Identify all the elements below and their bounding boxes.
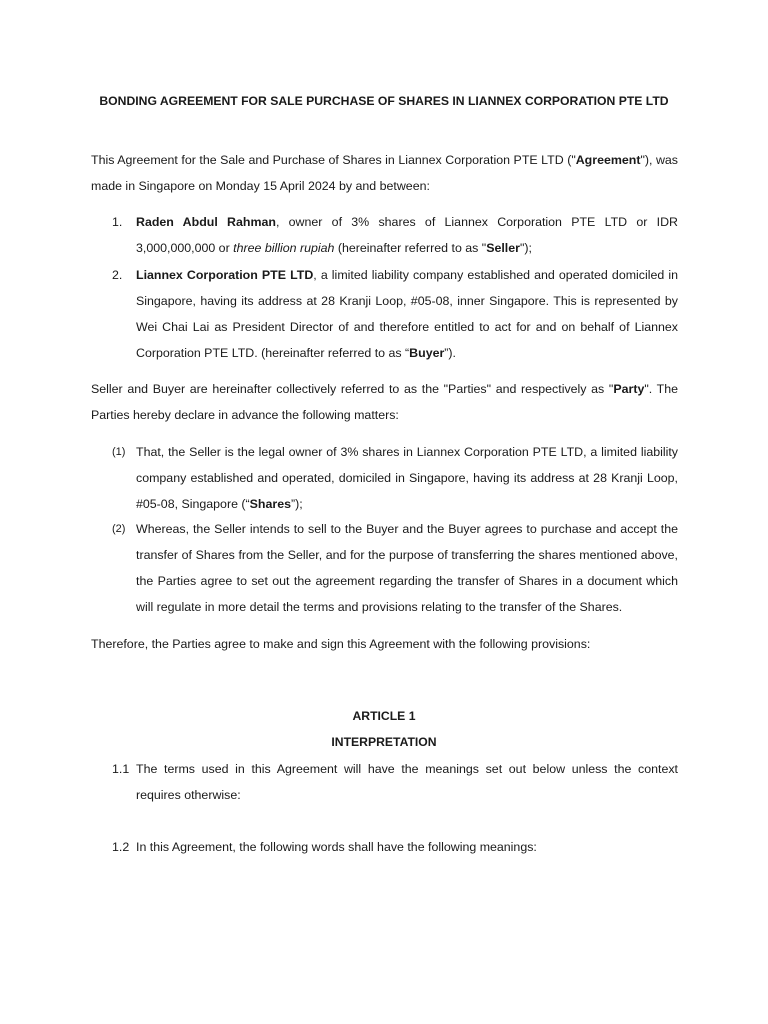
intro-text-1: This Agreement for the Sale and Purchase of Shares in Liannex Corporation PTE LTD ("	[91, 153, 576, 167]
party-role: Buyer	[409, 346, 445, 360]
clause-text: The terms used in this Agreement will have the meanings set out below unless the context requires otherwise:	[136, 762, 678, 802]
article-number: ARTICLE 1	[352, 709, 416, 723]
recital-text-2: ”);	[291, 497, 303, 511]
parties-paragraph	[91, 376, 678, 428]
party-number: 1.	[112, 215, 123, 229]
article-heading: INTERPRETATION	[331, 735, 437, 749]
recital-item-2	[91, 516, 678, 620]
recital-text	[136, 439, 678, 517]
recital-item-1	[91, 439, 678, 517]
clause-item-1-2	[91, 834, 678, 860]
clause-item-1-1	[91, 756, 678, 808]
party-description: , owner of 3% shares of Liannex Corporation PTE LTD or IDR 3,000,000,000 or	[136, 215, 678, 255]
clause-number: 1.2	[112, 840, 130, 854]
party-amount-words: three billion rupiah	[233, 241, 335, 255]
party-reference-end: ");	[519, 241, 532, 255]
parties-text-2: ". The Parties hereby declare in advance the following matters:	[91, 382, 678, 422]
recital-text-1: That, the Seller is the legal owner of 3% shares in Liannex Corporation PTE LTD, a limited liability company established and operated, domiciled in Singapore, having its address at 28 Kranji Loop, #05-08, Singapore (“	[136, 445, 678, 511]
intro-text-2: "), was made in Singapore on Monday 15 April 2024 by and between:	[91, 153, 678, 193]
party-name: Raden Abdul Rahman	[136, 215, 276, 229]
party-reference-end: ”).	[444, 346, 456, 360]
party-text	[136, 209, 678, 261]
recital-number: (1)	[112, 446, 126, 458]
party-item-seller	[91, 209, 678, 261]
party-term: Party	[613, 382, 645, 396]
party-number: 2.	[112, 268, 123, 282]
party-description: , a limited liability company established and operated domiciled in Singapore, having its address at 28 Kranji Loop, #05-08, inner Singapore. This is represented by Wei Chai Lai as President Director of and therefore entitled to act for and on behalf of Liannex Corporation PTE LTD. (hereinafter referred to as “	[136, 268, 679, 360]
party-role: Seller	[486, 241, 520, 255]
recital-number: (2)	[112, 523, 126, 535]
recital-text: Whereas, the Seller intends to sell to the Buyer and the Buyer agrees to purchase and accept the transfer of Shares from the Seller, and for the purpose of transferring the shares mentioned above, the Parties agree to set out the agreement regarding the transfer of Shares in a document which will regulate in more detail the terms and provisions relating to the transfer of the Shares.	[136, 522, 678, 614]
shares-term: Shares	[249, 497, 291, 511]
document-title: BONDING AGREEMENT FOR SALE PURCHASE OF SHARES IN LIANNEX CORPORATION PTE LTD	[99, 94, 669, 108]
party-name: Liannex Corporation PTE LTD	[136, 268, 314, 282]
party-item-buyer	[91, 262, 678, 366]
intro-paragraph	[91, 147, 678, 199]
intro-agreement-term: Agreement	[575, 153, 641, 167]
party-text	[136, 262, 678, 366]
party-reference: (hereinafter referred to as "	[334, 241, 487, 255]
therefore-paragraph: Therefore, the Parties agree to make and sign this Agreement with the following provisions:	[91, 637, 591, 651]
clause-text: In this Agreement, the following words shall have the following meanings:	[136, 840, 537, 854]
parties-text-1: Seller and Buyer are hereinafter collectively referred to as the "Parties" and respectively as "	[91, 382, 614, 396]
clause-number: 1.1	[112, 762, 130, 776]
